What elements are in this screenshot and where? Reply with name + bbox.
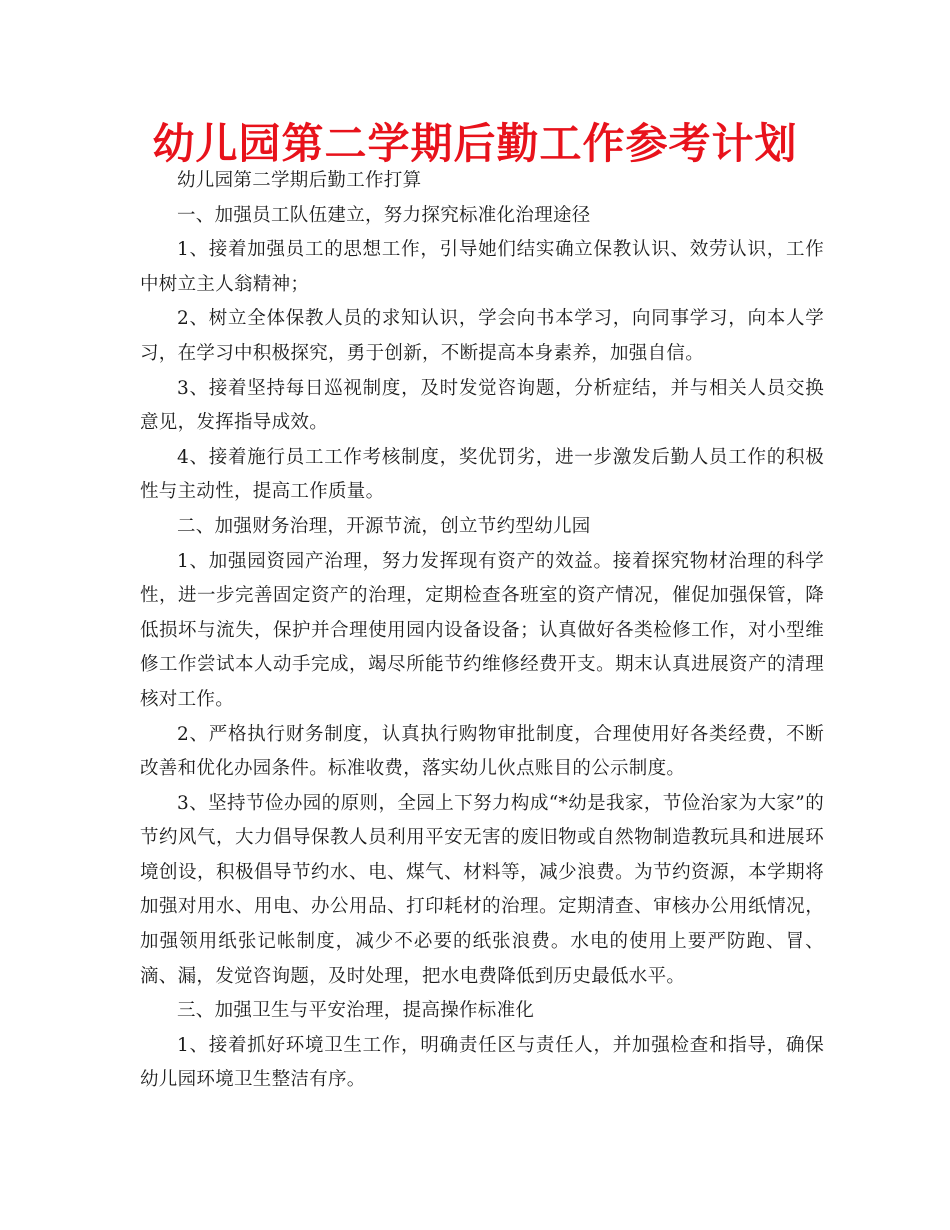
paragraph-3-1: 1、接着抓好环境卫生工作，明确责任区与责任人，并加强检查和指导，确保幼儿园环境卫生整洁有序。: [140, 1034, 824, 1091]
paragraph-2-2: 2、严格执行财务制度，认真执行购物审批制度，合理使用好各类经费，不断改善和优化办园条件。标准收费，落实幼儿伙点账目的公示制度。: [140, 723, 824, 780]
paragraph-1-1: 1、接着加强员工的思想工作，引导她们结实确立保教认识、效劳认识，工作中树立主人翁精神；: [140, 239, 824, 295]
paragraph-2-3: 3、坚持节俭办园的原则，全园上下努力构成“*幼是我家，节俭治家为大家”的节约风气，大力倡导保教人员利用平安无害的废旧物或自然物制造教玩具和进展环境创设，积极倡导节约水、电、煤气、材料等，减少浪费。为节约资源，本学期将加强对用水、用电、办公用品、打印耗材的治理。定期清查、审核办公用纸情况，加强领用纸张记帐制度，减少不必要的纸张浪费。水电的使用上要严防跑、冒、滴、漏，发觉咨询题，及时处理，把水电费降低到历史最低水平。: [140, 792, 824, 987]
paragraph-1-4: 4、接着施行员工工作考核制度，奖优罚劣，进一步激发后勤人员工作的积极性与主动性，提高工作质量。: [140, 446, 824, 503]
document-title: 幼儿园第二学期后勤工作参考计划: [152, 119, 798, 168]
paragraph-2-1: 1、加强园资园产治理，努力发挥现有资产的效益。接着探究物材治理的科学性，进一步完善固定资产的治理，定期检查各班室的资产情况，催促加强保管，降低损坏与流失，保护并合理使用园内设备设备；认真做好各类检修工作，对小型维修工作尝试本人动手完成，竭尽所能节约维修经费开支。期末认真进展资产的清理核对工作。: [140, 550, 824, 710]
section-heading-1: 一、加强员工队伍建立，努力探究标准化治理途径: [177, 204, 591, 226]
document-body: [140, 164, 824, 1098]
section-heading-3: 三、加强卫生与平安治理，提高操作标准化: [177, 1000, 535, 1022]
paragraph-subtitle: 幼儿园第二学期后勤工作打算: [177, 170, 422, 191]
section-heading-2: 二、加强财务治理，开源节流，创立节约型幼儿园: [177, 515, 591, 537]
paragraph-1-3: 3、接着坚持每日巡视制度，及时发觉咨询题，分析症结，并与相关人员交换意见，发挥指导成效。: [140, 377, 824, 434]
paragraph-1-2: 2、树立全体保教人员的求知认识，学会向书本学习，向同事学习，向本人学习，在学习中积极探究，勇于创新，不断提高本身素养，加强自信。: [140, 308, 824, 364]
